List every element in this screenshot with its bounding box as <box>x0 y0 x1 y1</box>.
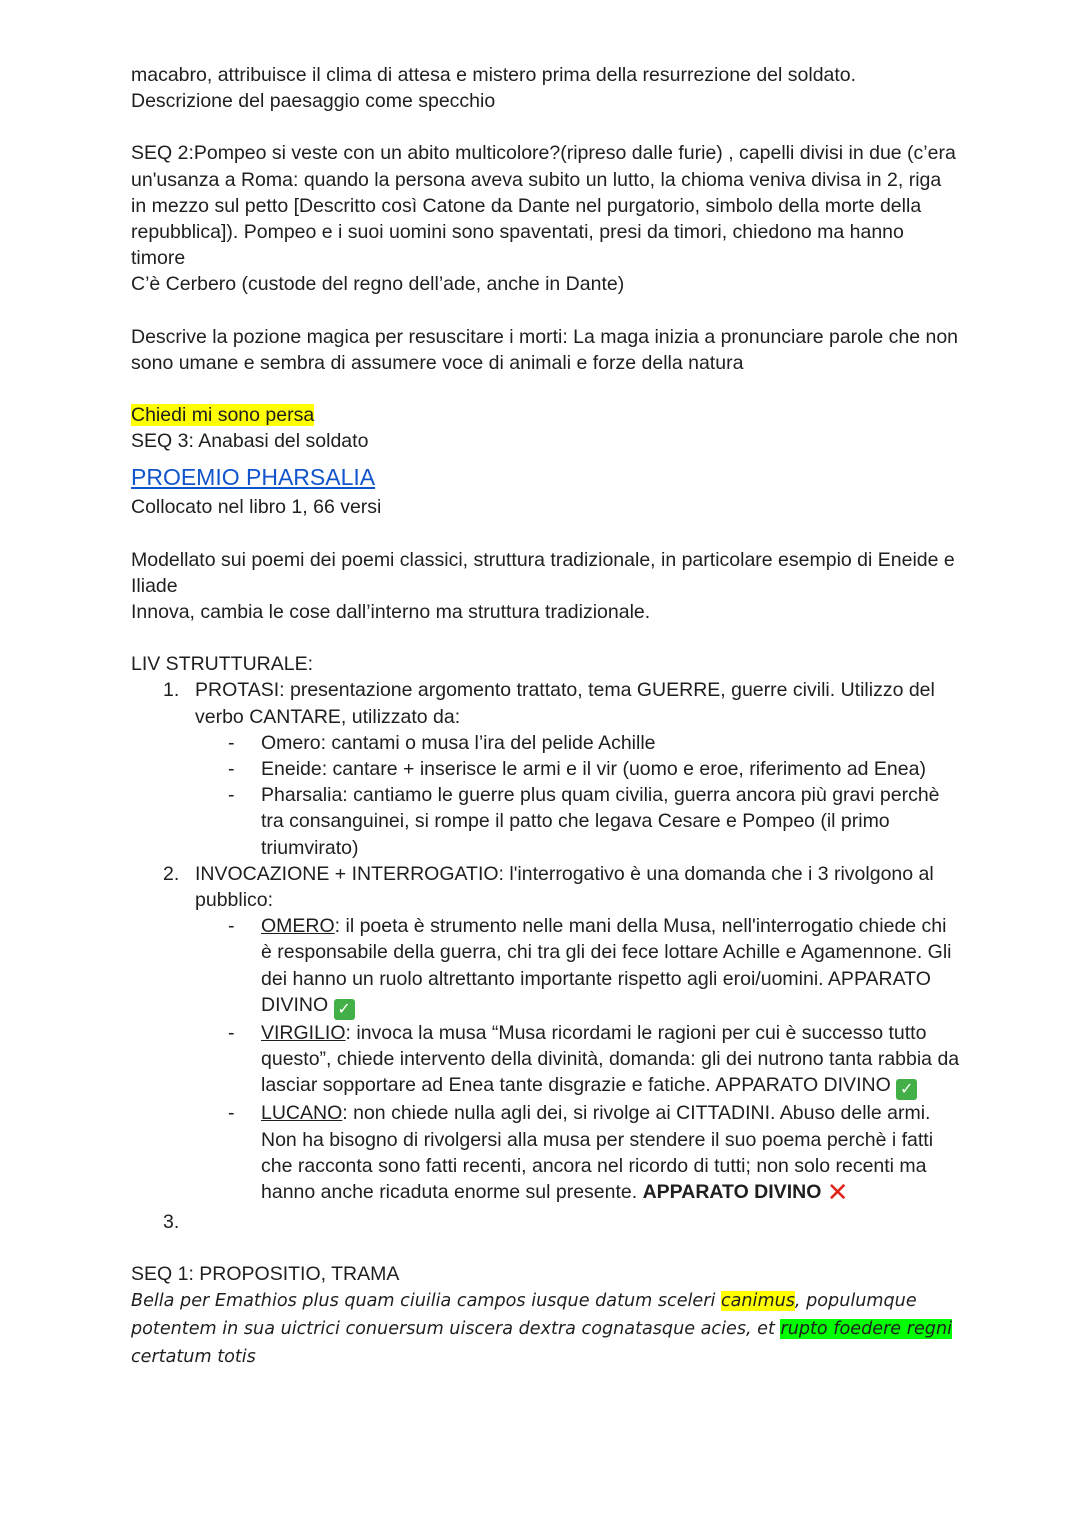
proemio-heading-link[interactable]: PROEMIO PHARSALIA <box>131 464 376 491</box>
seq2-paragraph: SEQ 2:Pompeo si veste con un abito multicolore?(ripreso dalle furie) , capelli divisi in due (c’era un'usanza a Roma: quando la persona aveva subito un lutto, la chioma veniva divisa in 2, riga in mezzo sul petto [Descritto così Catone da Dante nel purgatorio, simbolo della morte della repubblica]). Pompeo e i suoi uomini sono spaventati, presi da timori, chiedono ma hanno timore <box>131 142 956 270</box>
list-item-lucano <box>261 1100 961 1205</box>
protasi-text: PROTASI: presentazione argomento trattato, tema GUERRE, guerre civili. Utilizzo del verbo CANTARE, utilizzato da: <box>195 679 935 728</box>
lucano-text: : non chiede nulla agli dei, si rivolge ai CITTADINI. Abuso delle armi. Non ha bisogno di rivolgersi alla musa per stendere il suo poema perchè i fatti che racconta sono fatti recenti, ancora nel ricordo di tutti; non solo recenti ma hanno anche ricaduta enorme sul presente. <box>261 1102 934 1203</box>
list-item: - Eneide: cantare + inserisce le armi e il vir (uomo e eroe, riferimento ad Enea) <box>261 756 961 782</box>
virgilio-name: VIRGILIO <box>261 1021 346 1044</box>
seq1-title: SEQ 1: PROPOSITIO, TRAMA <box>131 1263 400 1286</box>
omero-name: OMERO <box>261 915 335 938</box>
highlighted-word: canimus <box>720 1291 795 1312</box>
lucano-bold-text: APPARATO DIVINO <box>642 1180 822 1203</box>
list-item: - Omero: cantami o musa l’ira del pelide Achille <box>261 730 961 756</box>
virgilio-text: : invoca la musa “Musa ricordami le ragioni per cui è successo tutto questo”, chiede intervento della divinità, domanda: gli dei nutrono tanta rabbia da lasciar sopportare ad Enea tante disgrazie e fatiche. APPARATO DIVINO <box>261 1021 960 1097</box>
intro-line: Descrizione del paesaggio come specchio <box>131 90 496 113</box>
check-mark-icon: ✓ <box>896 1079 917 1100</box>
lucano-name: LUCANO <box>261 1102 343 1125</box>
latin-text: , populumque potentem in sua uictrici conuersum uiscera dextra cognatasque acies, et <box>131 1291 917 1340</box>
list-item-invocazione <box>131 861 961 1205</box>
protasi-sublist <box>195 730 961 861</box>
numbered-list <box>131 677 961 1235</box>
innova-line: Innova, cambia le cose dall’interno ma struttura tradizionale. <box>131 601 651 624</box>
omero-text: : il poeta è strumento nelle mani della Musa, nell'interrogatio chiede chi è responsabile della guerra, chi tra gli dei fece lottare Achille e Agamennone. Gli dei hanno un ruolo altrettanto importante rispetto agli eroi/uomini. APPARATO DIVINO <box>261 915 952 1016</box>
list-number: 2. <box>163 862 180 885</box>
list-number: 3. <box>163 1211 180 1234</box>
seq3-line: SEQ 3: Anabasi del soldato <box>131 430 369 453</box>
document-body <box>131 62 961 1371</box>
cross-mark-icon: ✕ <box>826 1176 849 1207</box>
check-mark-icon: ✓ <box>334 999 355 1020</box>
latin-text: Bella per Emathios plus quam ciuilia campos iusque datum sceleri <box>131 1291 721 1312</box>
latin-text: certatum totis <box>131 1347 256 1368</box>
list-item-protasi <box>131 677 961 860</box>
intro-line: macabro, attribuisce il clima di attesa e mistero prima della resurrezione del soldato. <box>131 64 857 86</box>
collocato-line: Collocato nel libro 1, 66 versi <box>131 496 382 519</box>
highlighted-note: Chiedi mi sono persa <box>131 404 315 427</box>
list-item-empty <box>131 1209 961 1235</box>
list-item-omero <box>261 913 961 1020</box>
liv-strutturale-title: LIV STRUTTURALE: <box>131 653 314 676</box>
latin-passage <box>131 1287 961 1371</box>
list-item-virgilio <box>261 1020 961 1100</box>
pozione-paragraph: Descrive la pozione magica per resuscitare i morti: La maga inizia a pronunciare parole che non sono umane e sembra di assumere voce di animali e forze della natura <box>131 325 959 374</box>
modellato-paragraph: Modellato sui poemi dei poemi classici, struttura tradizionale, in particolare esempio di Eneide e Iliade <box>131 548 955 597</box>
cerbero-line: C’è Cerbero (custode del regno dell’ade, anche in Dante) <box>131 273 625 296</box>
list-item: - Pharsalia: cantiamo le guerre plus quam civilia, guerra ancora più gravi perchè tra consanguinei, si rompe il patto che legava Cesare e Pompeo (il primo triumvirato) <box>261 782 961 861</box>
invocazione-text: INVOCAZIONE + INTERROGATIO: l'interrogativo è una domanda che i 3 rivolgono al pubblico: <box>195 862 934 912</box>
invocazione-sublist <box>195 913 961 1205</box>
highlighted-phrase: rupto foedere regni <box>780 1319 952 1340</box>
list-number: 1. <box>163 679 180 702</box>
